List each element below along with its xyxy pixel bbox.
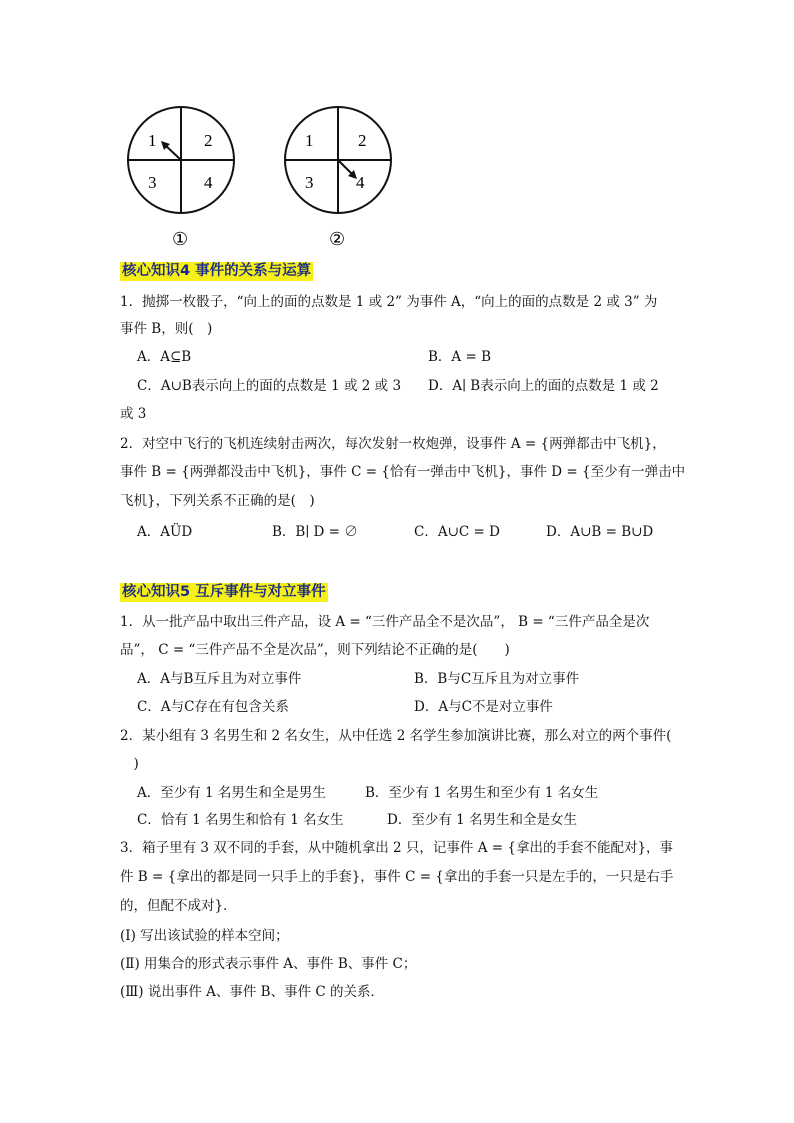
section5-heading: 核心知识5 互斥事件与对立事件	[122, 584, 326, 600]
quadrant-label: 2	[358, 131, 367, 150]
s5-q2-option-d: D．至少有 1 名男生和全是女生	[387, 812, 577, 828]
s4-q1-line2: 事件 B，则( )	[120, 321, 213, 337]
s4-q2-option-d: D．A∪B = B∪D	[546, 524, 654, 540]
quadrant-label: 3	[305, 173, 314, 192]
s5-q3-part1: (Ⅰ) 写出该试验的样本空间；	[120, 928, 289, 944]
s4-q1-option-b: B．A = B	[428, 349, 491, 365]
s5-q1-line2: 品”， C = “三件产品不全是次品”，则下列结论不正确的是( )	[120, 642, 510, 658]
figure-label: ①	[172, 229, 189, 250]
quadrant-label: 3	[148, 173, 157, 192]
arrow-icon	[165, 145, 181, 160]
s5-q3-line2: 件 B = {拿出的都是同一只手上的手套}，事件 C = {拿出的手套一只是左手的，一只是右手	[120, 869, 674, 885]
s4-q1-option-d-cont: 或 3	[120, 406, 147, 422]
s4-q1-option-d: D．A∣ B表示向上的面的点数是 1 或 2	[428, 378, 659, 394]
s4-q1-option-a: A．A⊆B	[137, 349, 192, 365]
s5-q3-part3: (Ⅲ) 说出事件 A、事件 B、事件 C 的关系．	[120, 984, 385, 1000]
s5-q2-option-b: B．至少有 1 名男生和至少有 1 名女生	[365, 785, 599, 801]
s5-q1-option-a: A．A与B互斥且为对立事件	[137, 671, 302, 687]
spinner-right	[285, 107, 391, 250]
s5-q2-option-c: C．恰有 1 名男生和恰有 1 名女生	[137, 812, 344, 828]
s5-q3-line3: 的，但配不成对}．	[120, 898, 237, 914]
s4-q2-line2: 事件 B = {两弹都没击中飞机}，事件 C = {恰有一弹击中飞机}，事件 D = {至少有一弹击中	[120, 464, 686, 480]
s5-q1-option-c: C．A与C存在有包含关系	[137, 699, 289, 715]
quadrant-label: 1	[305, 131, 314, 150]
spinner-figures	[118, 105, 448, 255]
s5-q3-line1: 3．箱子里有 3 双不同的手套，从中随机拿出 2 只，记事件 A = {拿出的手套不能配对}，事	[120, 840, 674, 856]
quadrant-label: 4	[204, 173, 213, 192]
figure-label: ②	[329, 229, 346, 250]
s4-q2-option-b: B．B∣ D = ∅	[272, 524, 358, 540]
s5-q2-line1: 2．某小组有 3 名男生和 2 名女生，从中任选 2 名学生参加演讲比赛，那么对立的两个事件(	[120, 728, 672, 744]
spinner-left	[128, 107, 234, 250]
s5-q2-line2: )	[120, 756, 139, 772]
s5-q1-option-d: D．A与C不是对立事件	[414, 699, 553, 715]
s4-q1-option-c: C．A∪B表示向上的面的点数是 1 或 2 或 3	[137, 378, 402, 394]
section4-heading: 核心知识4 事件的关系与运算	[122, 263, 312, 279]
s5-q3-part2: (Ⅱ) 用集合的形式表示事件 A、事件 B、事件 C；	[120, 956, 417, 972]
s4-q2-line3: 飞机}，下列关系不正确的是( )	[120, 493, 315, 509]
s4-q2-line1: 2．对空中飞行的飞机连续射击两次，每次发射一枚炮弹，设事件 A = {两弹都击中飞机}，	[120, 436, 666, 452]
s4-q2-option-c: C．A∪C = D	[414, 524, 500, 540]
quadrant-label: 2	[204, 131, 213, 150]
s5-q2-option-a: A．至少有 1 名男生和全是男生	[137, 785, 326, 801]
quadrant-label: 4	[356, 173, 365, 192]
s5-q1-line1: 1．从一批产品中取出三件产品，设 A = “三件产品全不是次品”， B = “三件产品全是次	[120, 614, 650, 630]
quadrant-label: 1	[148, 131, 157, 150]
arrow-icon	[338, 160, 353, 175]
s4-q2-option-a: A．AÜD	[137, 524, 193, 540]
s5-q1-option-b: B．B与C互斥且为对立事件	[414, 671, 580, 687]
s4-q1-line1: 1．抛掷一枚骰子，“向上的面的点数是 1 或 2” 为事件 A，“向上的面的点数是 2 或 3” 为	[120, 294, 658, 310]
